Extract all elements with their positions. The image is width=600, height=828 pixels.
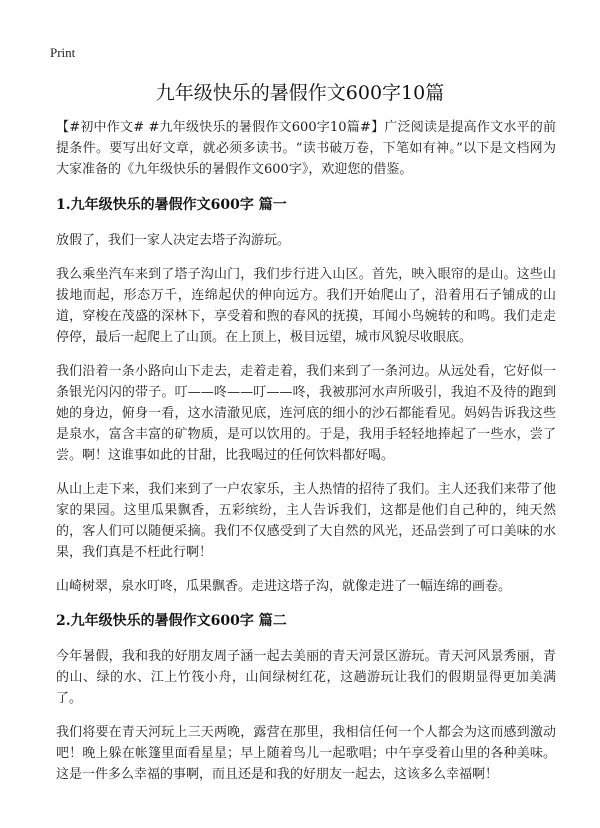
paragraph: 我们将要在青天河玩上三天两晚，露营在那里，我相信任何一个人都会为这而感到激动吧！晚上躲在帐篷里面看星星；早上随着鸟儿一起歌唱；中午享受着山里的各种美味。这是一件多么幸福的事啊，而且还是和我的好朋友一起去，这该多么幸福啊！ — [56, 725, 556, 782]
paragraph: 从山上走下来，我们来到了一户农家乐，主人热情的招待了我们。主人还我们来带了他家的果园。这里瓜果飘香，五彩缤纷，主人告诉我们，这都是他们自己种的，纯天然的，客人们可以随便采摘。我们不仅感受到了大自然的风光，还品尝到了可口美味的水果，我们真是不枉此行啊！ — [56, 482, 556, 560]
essay-section-2 — [56, 610, 556, 785]
article-body — [56, 117, 556, 798]
essay-section-1 — [56, 194, 556, 597]
paragraph: 放假了，我们一家人决定去塔子沟游玩。 — [56, 233, 291, 248]
section-heading: 1.九年级快乐的暑假作文600字 篇一 — [56, 197, 287, 213]
intro-paragraph: 【#初中作文# #九年级快乐的暑假作文600字10篇#】广泛阅读是提高作文水平的前提条件。要写出好文章，就必须多读书。“读书破万卷，下笔如有神。”以下是文档网为大家准备的《九年级快乐的暑假作文600字》，欢迎您的借鉴。 — [56, 120, 556, 177]
page-title: 九年级快乐的暑假作文600字10篇 — [155, 82, 445, 104]
paragraph: 我么乘坐汽车来到了塔子沟山门，我们步行进入山区。首先，映入眼帘的是山。这些山拔地而起，形态万千，连绵起伏的伸向远方。我们开始爬山了，沿着用石子铺成的山道，穿梭在茂盛的深林下，享受着和煦的春风的抚摸，耳闻小鸟婉转的和鸣。我们走走停停，最后一起爬上了山顶。在上顶上，极目远望，城市风貌尽收眼底。 — [56, 267, 556, 345]
section-heading: 2.九年级快乐的暑假作文600字 篇二 — [56, 613, 287, 629]
paragraph: 山崎树翠，泉水叮咚，瓜果飘香。走进这塔子沟，就像走进了一幅连绵的画卷。 — [56, 579, 512, 594]
print-link[interactable]: Print — [50, 45, 76, 60]
paragraph: 我们沿着一条小路向山下走去，走着走着，我们来到了一条河边。从远处看，它好似一条银光闪闪的带子。叮——咚——叮——咚，我被那河水声所吸引，我迫不及待的跑到她的身边，俯身一看，这水清澈见底，连河底的细小的沙石都能看见。妈妈告诉我这些是泉水，富含丰富的矿物质，是可以饮用的。于是，我用手轻轻地捧起了一些水，尝了尝。啊！这谁事如此的甘甜，比我喝过的任何饮料都好喝。 — [56, 364, 556, 463]
paragraph: 今年暑假，我和我的好朋友周子涵一起去美丽的青天河景区游玩。青天河风景秀丽，青的山、绿的水、江上竹筏小舟，山间绿树红花，这趟游玩让我们的假期显得更加美满了。 — [56, 649, 556, 706]
